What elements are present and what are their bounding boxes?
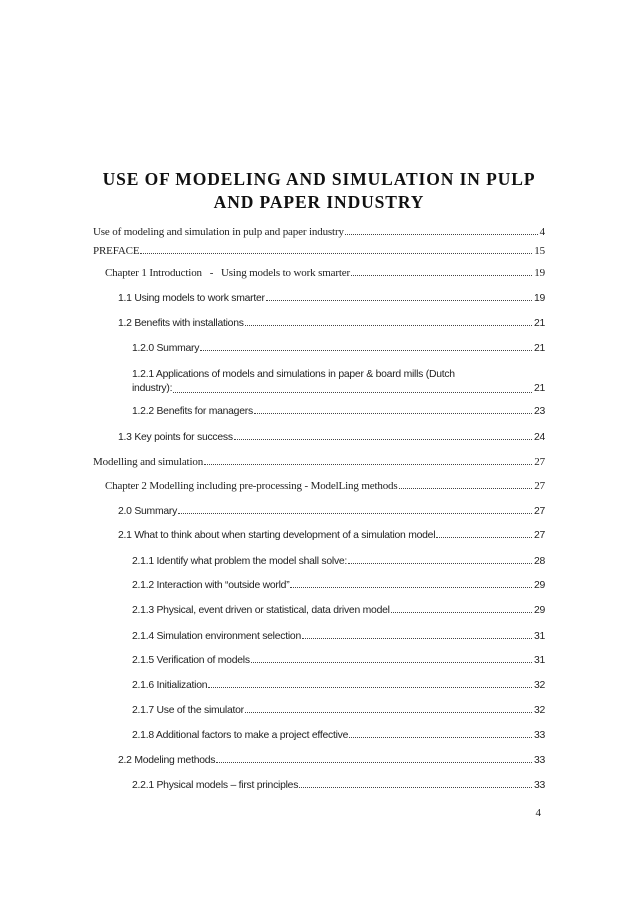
toc-page-number: 29	[533, 605, 545, 616]
toc-page-number: 27	[534, 480, 545, 492]
toc-entry-2-1[interactable]	[118, 530, 545, 541]
toc-entry-2-2[interactable]	[118, 755, 545, 766]
toc-entry-title: PREFACE	[93, 245, 140, 257]
toc-entry-2-0[interactable]	[118, 506, 545, 517]
toc-entry-2-2-1[interactable]	[132, 780, 545, 791]
toc-entry-title: Use of modeling and simulation in pulp and paper industry	[93, 226, 344, 238]
toc-entry-title: 1.2.0 Summary	[132, 343, 200, 354]
toc-dot-leader	[436, 536, 532, 538]
toc-entry-2-1-1[interactable]	[132, 556, 545, 567]
toc-entry-title: 2.1.3 Physical, event driven or statistical, data driven model	[132, 605, 390, 616]
toc-entry-chapter-2[interactable]	[105, 480, 545, 492]
toc-entry-2-1-2[interactable]	[132, 580, 545, 591]
toc-page-number: 33	[533, 730, 545, 741]
toc-dot-leader	[216, 761, 532, 763]
toc-dot-leader	[234, 438, 532, 440]
toc-page-number: 27	[533, 530, 545, 541]
toc-dot-leader	[245, 711, 532, 713]
toc-entry-title: 1.1 Using models to work smarter	[118, 293, 265, 304]
toc-page-number: 19	[534, 267, 545, 279]
toc-dot-leader	[302, 637, 532, 639]
toc-entry-title: 1.2.2 Benefits for managers	[132, 406, 253, 417]
toc-dot-leader	[391, 611, 532, 613]
toc-entry-title: 2.1.4 Simulation environment selection	[132, 631, 301, 642]
document-title-line-1: USE OF MODELING AND SIMULATION IN PULP	[102, 169, 536, 189]
toc-page-number: 28	[533, 556, 545, 567]
toc-dot-leader	[345, 233, 538, 235]
toc-dot-leader	[349, 736, 532, 738]
toc-dot-leader	[251, 661, 532, 663]
toc-entry-title: 1.3 Key points for success	[118, 432, 233, 443]
toc-page-number: 19	[533, 293, 545, 304]
toc-page-number: 21	[533, 383, 545, 394]
toc-entry-title: 1.2 Benefits with installations	[118, 318, 244, 329]
toc-entry-1-3[interactable]	[118, 432, 545, 443]
toc-page-number: 21	[533, 343, 545, 354]
toc-page-number: 33	[533, 780, 545, 791]
toc-page-number: 27	[533, 506, 545, 517]
toc-page-number: 29	[533, 580, 545, 591]
toc-entry-use-of-modeling[interactable]	[93, 226, 545, 238]
toc-page-number: 4	[539, 226, 545, 238]
toc-entry-1-1[interactable]	[118, 293, 545, 304]
toc-page-number: 15	[534, 245, 545, 257]
toc-dot-leader	[266, 299, 532, 301]
toc-page-number: 31	[533, 655, 545, 666]
toc-page-number: 23	[533, 406, 545, 417]
toc-entry-title: 2.1.5 Verification of models	[132, 655, 250, 666]
toc-entry-title: Chapter 1 Introduction - Using models to work smarter	[105, 267, 351, 279]
toc-dot-leader	[351, 274, 532, 276]
toc-dot-leader	[173, 391, 532, 393]
toc-entry-title: Chapter 2 Modelling including pre-processing - ModelLing methods	[105, 480, 398, 492]
toc-entry-preface[interactable]	[93, 245, 545, 257]
toc-dot-leader	[208, 686, 532, 688]
document-title-line-2: AND PAPER INDUSTRY	[213, 192, 425, 212]
toc-entry-title: 2.1.2 Interaction with “outside world”	[132, 580, 290, 591]
toc-page-number: 24	[533, 432, 545, 443]
toc-page-number: 31	[533, 631, 545, 642]
toc-entry-title: 2.0 Summary	[118, 506, 178, 517]
toc-entry-title: 2.1 What to think about when starting development of a simulation model	[118, 530, 436, 541]
toc-dot-leader	[299, 786, 532, 788]
page-number-footer: 4	[535, 807, 541, 819]
toc-page-number: 27	[534, 456, 545, 468]
toc-entry-chapter-1[interactable]	[105, 267, 545, 279]
toc-entry-title-line-2: industry):	[132, 383, 173, 394]
toc-entry-modelling-and-simulation[interactable]	[93, 456, 545, 468]
toc-dot-leader	[204, 463, 532, 465]
toc-dot-leader	[200, 349, 532, 351]
toc-page-number: 33	[533, 755, 545, 766]
toc-page-number: 32	[533, 705, 545, 716]
toc-entry-1-2-1[interactable]	[132, 368, 545, 396]
toc-entry-1-2[interactable]	[118, 318, 545, 329]
toc-entry-2-1-6[interactable]	[132, 680, 545, 691]
toc-dot-leader	[254, 412, 532, 414]
toc-dot-leader	[245, 324, 532, 326]
toc-dot-leader	[290, 586, 532, 588]
toc-page-number: 32	[533, 680, 545, 691]
toc-dot-leader	[140, 252, 532, 254]
toc-dot-leader	[178, 512, 532, 514]
toc-dot-leader	[348, 562, 532, 564]
toc-entry-2-1-4[interactable]	[132, 631, 545, 642]
toc-entry-title: 2.2 Modeling methods	[118, 755, 216, 766]
toc-entry-2-1-5[interactable]	[132, 655, 545, 666]
toc-entry-title: 2.1.8 Additional factors to make a project effective	[132, 730, 349, 741]
toc-entry-2-1-3[interactable]	[132, 605, 545, 616]
toc-entry-title: 2.1.1 Identify what problem the model shall solve:	[132, 556, 348, 567]
toc-entry-2-1-8[interactable]	[132, 730, 545, 741]
toc-entry-title: 2.1.6 Initialization	[132, 680, 208, 691]
toc-entry-1-2-2[interactable]	[132, 406, 545, 417]
toc-entry-title: 2.2.1 Physical models – first principles	[132, 780, 299, 791]
toc-entry-2-1-7[interactable]	[132, 705, 545, 716]
toc-entry-1-2-0[interactable]	[132, 343, 545, 354]
toc-entry-title: Modelling and simulation	[93, 456, 204, 468]
toc-entry-title-line-1: 1.2.1 Applications of models and simulations in paper & board mills (Dutch	[132, 369, 455, 380]
toc-dot-leader	[399, 487, 533, 489]
toc-page-number: 21	[533, 318, 545, 329]
toc-entry-title: 2.1.7 Use of the simulator	[132, 705, 244, 716]
